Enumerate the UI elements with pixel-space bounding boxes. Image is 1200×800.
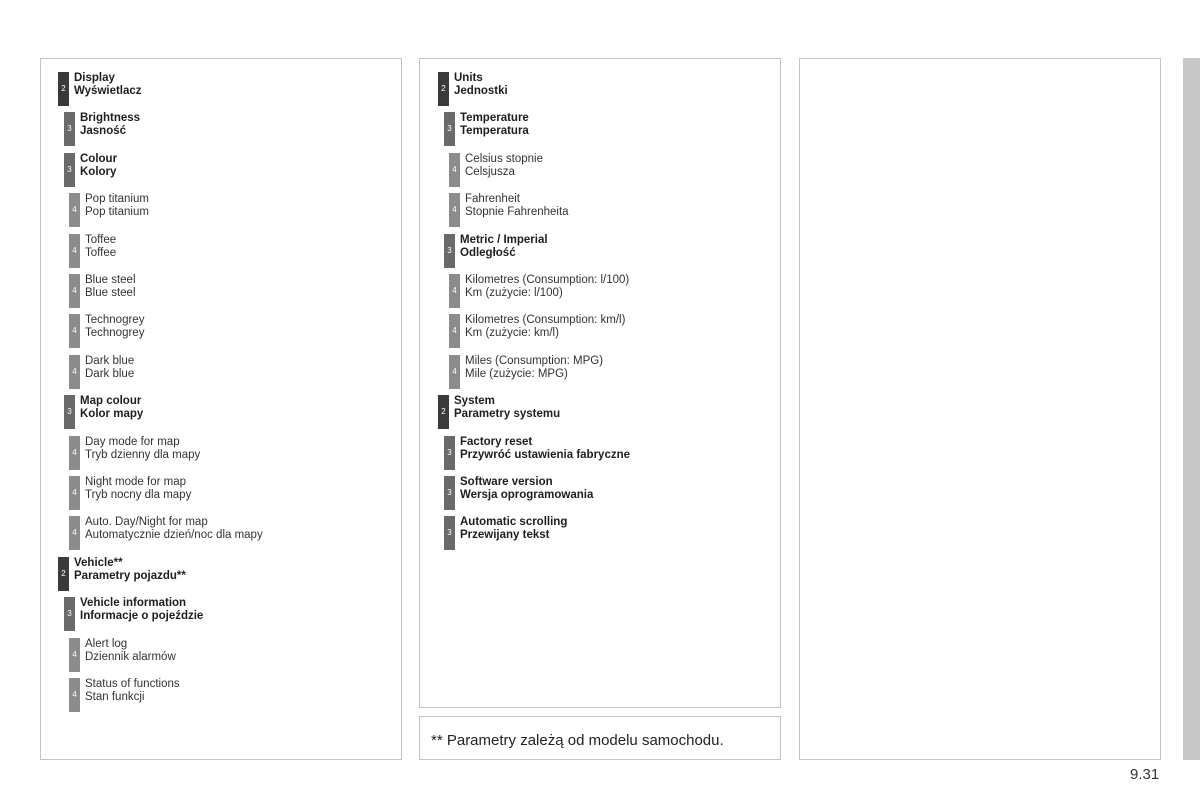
entry-label [465, 274, 629, 299]
entry-label-english: Kilometres (Consumption: l/100) [465, 274, 630, 286]
level-badge: 4 [449, 355, 460, 389]
entry-label-english: Day mode for map [85, 436, 180, 448]
entry-label [85, 193, 149, 218]
level-badge: 3 [444, 476, 455, 510]
level-badge: 2 [438, 395, 449, 429]
entry-label-polish: Stopnie Fahrenheita [465, 205, 569, 218]
entry-label [74, 72, 142, 97]
entry-label [460, 476, 593, 501]
entry-label [85, 355, 134, 380]
entry-label-polish: Tryb dzienny dla mapy [85, 448, 201, 461]
entry-label-english: Auto. Day/Night for map [85, 516, 208, 528]
level-badge: 4 [69, 638, 80, 672]
entry-label [80, 597, 203, 622]
entry-label-polish: Blue steel [85, 286, 136, 299]
level-badge: 4 [69, 314, 80, 348]
level-badge: 4 [449, 314, 460, 348]
entry-label-english: Brightness [80, 112, 141, 124]
entry-label-polish: Parametry systemu [454, 407, 561, 420]
entry-label [460, 516, 567, 541]
level-badge: 3 [444, 112, 455, 146]
entry-label-polish: Wyświetlacz [74, 84, 142, 97]
entry-label-english: Pop titanium [85, 193, 149, 205]
level-badge: 3 [64, 153, 75, 187]
entry-label-english: Dark blue [85, 355, 135, 367]
entry-label-polish: Toffee [85, 246, 117, 259]
level-badge: 4 [69, 678, 80, 712]
entry-label-polish: Informacje o pojeździe [80, 609, 204, 622]
entry-label [465, 193, 569, 218]
entry-label-polish: Celsjusza [465, 165, 515, 178]
entry-label [465, 153, 543, 178]
entry-label [85, 436, 200, 461]
entry-label-polish: Technogrey [85, 326, 145, 339]
entry-label-english: Automatic scrolling [460, 516, 568, 528]
level-badge: 4 [69, 234, 80, 268]
entry-label [85, 638, 176, 663]
entry-label-english: Map colour [80, 395, 142, 407]
entry-label-polish: Pop titanium [85, 205, 149, 218]
entry-label [454, 72, 508, 97]
entry-label [460, 436, 630, 461]
level-badge: 4 [69, 516, 80, 550]
entry-label-english: Kilometres (Consumption: km/l) [465, 314, 626, 326]
level-badge: 4 [69, 355, 80, 389]
entry-label-polish: Mile (zużycie: MPG) [465, 367, 568, 380]
level-badge: 3 [444, 436, 455, 470]
level-badge: 3 [444, 234, 455, 268]
level-badge: 4 [69, 193, 80, 227]
level-badge: 2 [58, 557, 69, 591]
entry-label-english: Fahrenheit [465, 193, 520, 205]
entry-label-english: Software version [460, 476, 553, 488]
level-badge: 4 [449, 193, 460, 227]
level-badge: 4 [449, 274, 460, 308]
entry-label-polish: Tryb nocny dla mapy [85, 488, 192, 501]
entry-label-polish: Wersja oprogramowania [460, 488, 594, 501]
entry-label-polish: Automatycznie dzień/noc dla mapy [85, 528, 263, 541]
entry-label [80, 153, 117, 178]
entry-label-english: Technogrey [85, 314, 145, 326]
entry-label-english: Vehicle information [80, 597, 187, 609]
level-badge: 4 [69, 274, 80, 308]
entry-label [465, 355, 603, 380]
entry-label-english: Toffee [85, 234, 117, 246]
entry-label-english: Night mode for map [85, 476, 186, 488]
entry-label-english: Colour [80, 153, 118, 165]
page-edge-tab [1183, 58, 1200, 760]
entry-label-english: Factory reset [460, 436, 533, 448]
entry-label [74, 557, 186, 582]
entry-label [460, 234, 548, 259]
entry-label-polish: Odległość [460, 246, 516, 259]
entry-label-polish: Jasność [80, 124, 127, 137]
entry-label-polish: Stan funkcji [85, 690, 145, 703]
entry-label-polish: Przewijany tekst [460, 528, 550, 541]
entry-label [85, 234, 116, 259]
empty-column-3 [799, 58, 1161, 760]
entry-label-english: Alert log [85, 638, 128, 650]
footnote-box [419, 716, 781, 760]
entry-label [465, 314, 625, 339]
entry-label-english: Metric / Imperial [460, 234, 548, 246]
entry-label-polish: Dziennik alarmów [85, 650, 176, 663]
entry-label-english: Celsius stopnie [465, 153, 543, 165]
entry-label-english: Miles (Consumption: MPG) [465, 355, 604, 367]
entry-label-english: Status of functions [85, 678, 180, 690]
entry-label [85, 314, 144, 339]
entry-label-polish: Dark blue [85, 367, 135, 380]
footnote-text: ** Parametry zależą od modelu samochodu. [431, 732, 724, 749]
level-badge: 2 [438, 72, 449, 106]
entry-label-polish: Kolory [80, 165, 117, 178]
page-number: 9.31 [1130, 766, 1160, 783]
level-badge: 3 [64, 395, 75, 429]
entry-label [85, 516, 263, 541]
level-badge: 4 [69, 476, 80, 510]
entry-label-english: Blue steel [85, 274, 136, 286]
entry-label-polish: Kolor mapy [80, 407, 144, 420]
entry-label-polish: Km (zużycie: l/100) [465, 286, 563, 299]
entry-label [460, 112, 529, 137]
level-badge: 3 [64, 112, 75, 146]
level-badge: 4 [449, 153, 460, 187]
entry-label-polish: Jednostki [454, 84, 508, 97]
level-badge: 3 [444, 516, 455, 550]
entry-label-polish: Parametry pojazdu** [74, 569, 186, 582]
entry-label [80, 395, 143, 420]
entry-label-polish: Km (zużycie: km/l) [465, 326, 559, 339]
entry-label [85, 476, 191, 501]
entry-label-polish: Temperatura [460, 124, 529, 137]
entry-label [80, 112, 140, 137]
entry-label-english: Display [74, 72, 115, 84]
entry-label [85, 678, 180, 703]
entry-label-english: Temperature [460, 112, 529, 124]
entry-label [454, 395, 560, 420]
level-badge: 4 [69, 436, 80, 470]
entry-label [85, 274, 136, 299]
entry-label-english: System [454, 395, 495, 407]
entry-label-english: Vehicle** [74, 557, 123, 569]
entry-label-english: Units [454, 72, 483, 84]
entry-label-polish: Przywróć ustawienia fabryczne [460, 448, 631, 461]
level-badge: 3 [64, 597, 75, 631]
level-badge: 2 [58, 72, 69, 106]
